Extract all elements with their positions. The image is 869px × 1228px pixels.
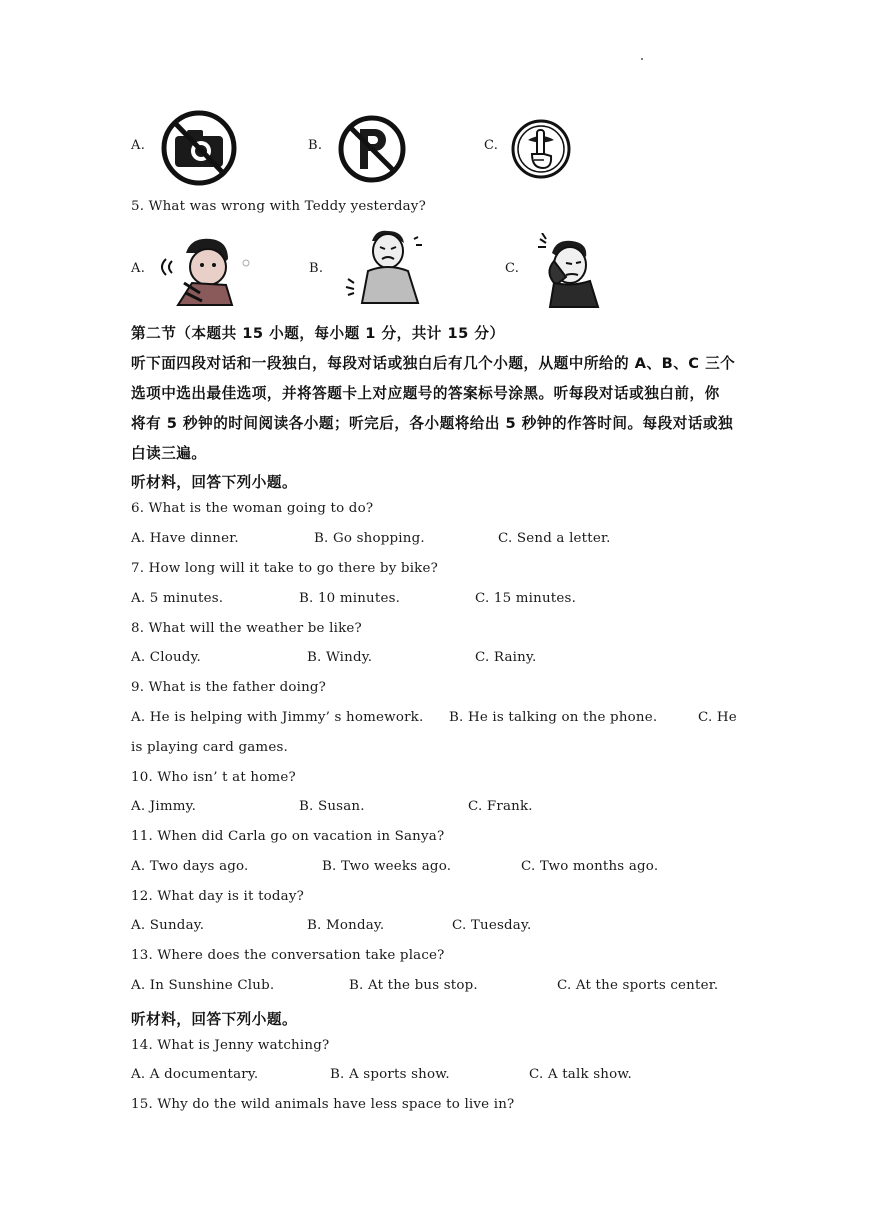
q9-option-c: C. He — [698, 710, 737, 725]
q10-option-c: C. Frank. — [468, 799, 533, 814]
q13-option-a: A. In Sunshine Club. — [131, 978, 275, 993]
stray-dot — [641, 58, 643, 60]
q7-option-b: B. 10 minutes. — [299, 591, 401, 606]
question-14: 14. What is Jenny watching? — [131, 1038, 330, 1053]
group-2-label: 听材料，回答下列小题。 — [131, 1011, 298, 1028]
question-12: 12. What day is it today? — [131, 889, 305, 904]
q6-option-b: B. Go shopping. — [314, 531, 425, 546]
q7-option-a: A. 5 minutes. — [131, 591, 224, 606]
q12-option-a: A. Sunday. — [131, 918, 205, 933]
q5-option-a-letter: A. — [131, 261, 146, 276]
q11-option-a: A. Two days ago. — [131, 859, 249, 874]
q9-option-b: B. He is talking on the phone. — [449, 710, 658, 725]
q10-option-a: A. Jimmy. — [131, 799, 197, 814]
q9-option-c-continuation: is playing card games. — [131, 740, 288, 755]
q6-option-c: C. Send a letter. — [498, 531, 611, 546]
q4-option-a-letter: A. — [131, 138, 146, 153]
q4-option-b-letter: B. — [308, 138, 323, 153]
q6-option-a: A. Have dinner. — [131, 531, 239, 546]
q8-option-c: C. Rainy. — [475, 650, 537, 665]
q11-option-c: C. Two months ago. — [521, 859, 659, 874]
question-9: 9. What is the father doing? — [131, 680, 327, 695]
question-11: 11. When did Carla go on vacation in Sanya? — [131, 829, 445, 844]
instructions-line-3: 将有 5 秒钟的时间阅读各小题；听完后，各小题将给出 5 秒钟的作答时间。每段对话或独 — [131, 415, 734, 432]
no-camera-icon — [158, 108, 240, 188]
q5-option-c-letter: C. — [505, 261, 520, 276]
question-10: 10. Who isn’ t at home? — [131, 770, 296, 785]
toothache-boy-icon — [156, 233, 252, 307]
q8-option-a: A. Cloudy. — [131, 650, 202, 665]
question-5: 5. What was wrong with Teddy yesterday? — [131, 199, 426, 214]
question-6: 6. What is the woman going to do? — [131, 501, 374, 516]
question-15: 15. Why do the wild animals have less space to live in? — [131, 1097, 515, 1112]
q8-option-b: B. Windy. — [307, 650, 373, 665]
q4-option-c-letter: C. — [484, 138, 499, 153]
headache-boy-icon — [536, 233, 608, 309]
keep-quiet-icon — [510, 118, 572, 180]
question-7: 7. How long will it take to go there by bike? — [131, 561, 439, 576]
no-parking-icon — [336, 113, 408, 185]
q11-option-b: B. Two weeks ago. — [322, 859, 452, 874]
group-1-label: 听材料，回答下列小题。 — [131, 474, 298, 491]
q7-option-c: C. 15 minutes. — [475, 591, 577, 606]
q12-option-b: B. Monday. — [307, 918, 385, 933]
fever-boy-icon — [342, 227, 432, 307]
instructions-line-2: 选项中选出最佳选项，并将答题卡上对应题号的答案标号涂黑。听每段对话或独白前，你 — [131, 385, 720, 402]
q14-option-c: C. A talk show. — [529, 1067, 632, 1082]
instructions-line-1: 听下面四段对话和一段独白，每段对话或独白后有几个小题，从题中所给的 A、B、C 三个 — [131, 355, 736, 372]
question-13: 13. Where does the conversation take place? — [131, 948, 445, 963]
question-8: 8. What will the weather be like? — [131, 621, 362, 636]
q13-option-c: C. At the sports center. — [557, 978, 719, 993]
q12-option-c: C. Tuesday. — [452, 918, 532, 933]
section-2-title: 第二节（本题共 15 小题，每小题 1 分，共计 15 分） — [131, 325, 505, 342]
q14-option-b: B. A sports show. — [330, 1067, 450, 1082]
q13-option-b: B. At the bus stop. — [349, 978, 478, 993]
q14-option-a: A. A documentary. — [131, 1067, 259, 1082]
q5-option-b-letter: B. — [309, 261, 324, 276]
instructions-line-4: 白读三遍。 — [131, 445, 207, 462]
q10-option-b: B. Susan. — [299, 799, 365, 814]
q9-option-a: A. He is helping with Jimmy’ s homework. — [131, 710, 424, 725]
